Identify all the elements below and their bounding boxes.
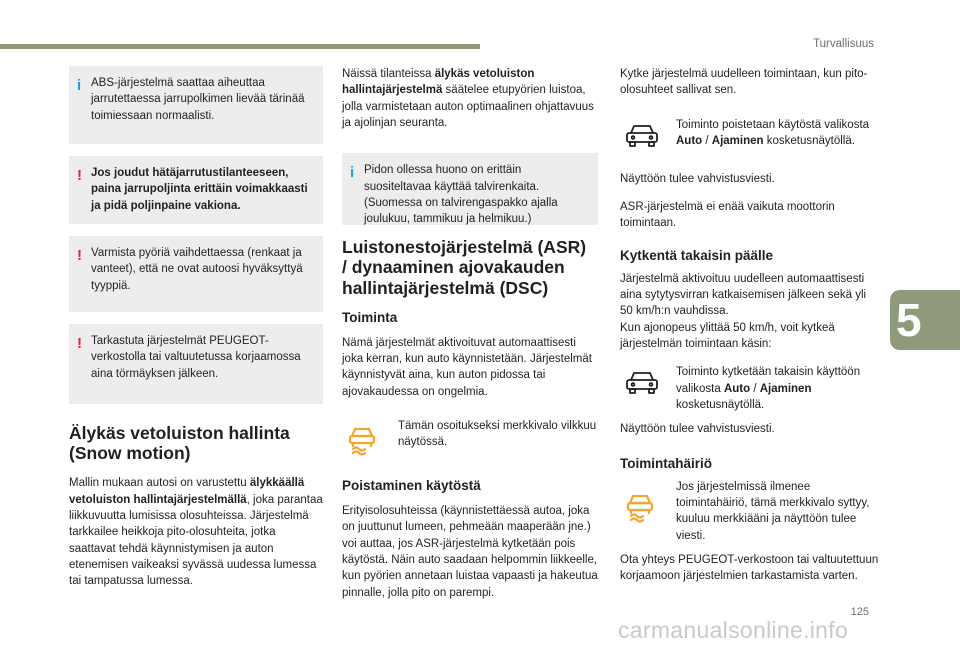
reenable-advice: Kytke järjestelmä uudelleen toimintaan, kun pito-olosuhteet sallivat sen. <box>620 68 868 97</box>
indicator-row <box>342 418 598 458</box>
warning-icon: ! <box>77 247 82 264</box>
car-driving-icon <box>624 368 660 398</box>
enable-post: kosketusnäytöllä. <box>676 398 765 411</box>
column-2 <box>342 66 598 601</box>
continuation-intro: Näissä tilanteissa <box>342 68 435 80</box>
traction-warning-icon <box>346 422 378 456</box>
heading-snow-motion <box>69 423 323 463</box>
subheading-hairio: Toimintahäiriö <box>620 455 713 471</box>
heading-asr-dsc-line3: hallintajärjestelmä (DSC) <box>342 277 549 298</box>
malfunction-text: Jos järjestelmissä ilmenee toimintahäiriö, tämä merkkivalo syttyy, kuuluu merkkiääni ja näyttöön tulee viesti. <box>676 480 870 542</box>
top-accent-bar <box>0 44 480 49</box>
warning-box-emergency-braking-text: Jos joudut hätäjarrutustilanteeseen, paina jarrupoljinta erittäin voimakkaasti ja pidä poljinpaine vakiona. <box>91 167 308 212</box>
menu-slash: / <box>702 134 712 147</box>
warning-box-wheels-text: Varmista pyöriä vaihdettaessa (renkaat ja vanteet), että ne ovat autoosi hyväksyttyä tyyppiä. <box>91 247 303 292</box>
confirm-message-1: Näyttöön tulee vahvistusviesti. <box>620 172 775 185</box>
menu-auto: Auto <box>676 134 703 147</box>
snow-motion-continuation <box>342 66 598 131</box>
snow-motion-intro: Mallin mukaan autosi on varustettu <box>69 477 250 490</box>
indicator-text: Tämän osoitukseksi merkkivalo vilkkuu näytössä. <box>398 420 597 449</box>
info-box-abs <box>69 66 323 144</box>
subheading-poistaminen: Poistaminen käytöstä <box>342 478 481 493</box>
snow-motion-rest: , joka parantaa liikkuvuutta lumisissa olosuhteissa. Järjestelmä tarkkailee heikkoja pito-olosuhteita, jotka saattavat tehdä käynnistymisen ja auton etenemisen vaikeaksi syvässä uudessa lumessa tai tampatussa lumessa. <box>69 493 323 588</box>
warning-icon: ! <box>77 167 82 184</box>
disable-post: kosketusnäytöllä. <box>763 134 855 147</box>
traction-warning-icon <box>624 489 656 523</box>
info-box-abs-text: ABS-järjestelmä saattaa aiheuttaa jarrutettaessa jarrupolkimen lievää tärinää toimiessaan normaalisti. <box>91 77 305 122</box>
info-box-winter-tyres <box>342 153 598 225</box>
section-title: Turvallisuus <box>813 38 874 50</box>
heading-snow-motion-line2: (Snow motion) <box>69 443 191 464</box>
heading-asr-dsc-line2: / dynaaminen ajovakauden <box>342 257 565 278</box>
info-icon: i <box>77 77 82 94</box>
subheading-toiminta: Toiminta <box>342 309 398 325</box>
car-driving-icon <box>624 121 660 151</box>
enable-pre: Toiminto kytketään takaisin käyttöön valikosta <box>676 366 861 395</box>
info-icon: i <box>350 164 355 182</box>
heading-asr-dsc-line1: Luistonestojärjestelmä (ASR) <box>342 237 587 258</box>
closing-text: Ota yhteys PEUGEOT-verkostoon tai valtuutettuun korjaamoon järjestelmien tarkastamista varten. <box>620 553 879 583</box>
malfunction-row <box>620 479 880 544</box>
snow-motion-bold: älykkäällä vetoluiston hallintajärjestelmällä <box>69 477 305 506</box>
toiminta-text: Nämä järjestelmät aktivoituvat automaattisesti joka kerran, kun auto käynnistetään. Järjestelmät käynnistyvät aina, kun auton pidossa tai ajovakaudessa on ongelmia. <box>342 336 592 398</box>
warning-box-emergency-braking <box>69 156 323 224</box>
column-3 <box>620 66 880 585</box>
disable-pre: Toiminto poistetaan käytöstä valikosta <box>676 118 870 131</box>
page-number: 125 <box>850 606 869 618</box>
chapter-number: 5 <box>896 294 922 346</box>
continuation-bold: älykäs vetoluiston hallintajärjestelmä <box>342 68 535 97</box>
poistaminen-text: Erityisolosuhteissa (käynnistettäessä autoa, joka on juuttunut lumeen, pehmeään maaperään jne.) voi auttaa, jos ASR-järjestelmä kytketään pois käytöstä. Näin auto saadaan helpommin liikkeelle, kun pyörien annetaan luistaa vapaasti ja hakeutua pinnalle, jolla pito on parempi. <box>342 505 598 599</box>
kytkenta-text-2: Kun ajonopeus ylittää 50 km/h, voit kytkeä järjestelmän toimintaan käsin: <box>620 321 835 350</box>
disable-instruction-row <box>620 117 880 161</box>
asr-off-text: ASR-järjestelmä ei enää vaikuta moottorin toimintaan. <box>620 200 835 230</box>
watermark: carmanualsonline.info <box>618 617 849 643</box>
warning-box-collision-check <box>69 324 323 404</box>
enable-instruction <box>676 364 880 413</box>
warning-box-wheels <box>69 236 323 312</box>
enable-instruction-row <box>620 364 880 413</box>
menu-ajaminen: Ajaminen <box>711 134 764 147</box>
menu-auto: Auto <box>723 382 751 395</box>
continuation-rest: säätelee etupyörien luistoa, jolla varmistetaan auton optimaalinen ohjattavuus ja ajolinjan seuranta. <box>342 84 594 129</box>
chapter-tab <box>890 290 960 350</box>
menu-slash: / <box>750 382 760 395</box>
subheading-kytkenta: Kytkentä takaisin päälle <box>620 247 774 263</box>
warning-box-collision-check-text: Tarkastuta järjestelmät PEUGEOT-verkostolla tai valtuutetussa korjaamossa aina törmäyksen jälkeen. <box>91 335 301 380</box>
warning-icon: ! <box>77 335 82 352</box>
kytkenta-text-1: Järjestelmä aktivoituu uudelleen automaattisesti aina sytytysvirran katkaisemisen jälkeen sekä yli 50 km/h:n vauhdissa. <box>620 272 867 318</box>
snow-motion-description <box>69 475 323 589</box>
heading-snow-motion-line1: Älykäs vetoluiston hallinta <box>69 423 290 443</box>
menu-ajaminen: Ajaminen <box>759 382 812 395</box>
info-box-winter-tyres-text: Pidon ollessa huono on erittäin suositeltavaa käyttää talvirenkaita. (Suomessa on talvirengaspakko ajalla joulukuu, tammikuu ja helmikuu.) <box>364 164 558 226</box>
column-1 <box>69 66 323 590</box>
heading-asr-dsc <box>342 237 598 297</box>
confirm-message-2: Näyttöön tulee vahvistusviesti. <box>620 423 775 436</box>
disable-instruction <box>676 117 880 150</box>
